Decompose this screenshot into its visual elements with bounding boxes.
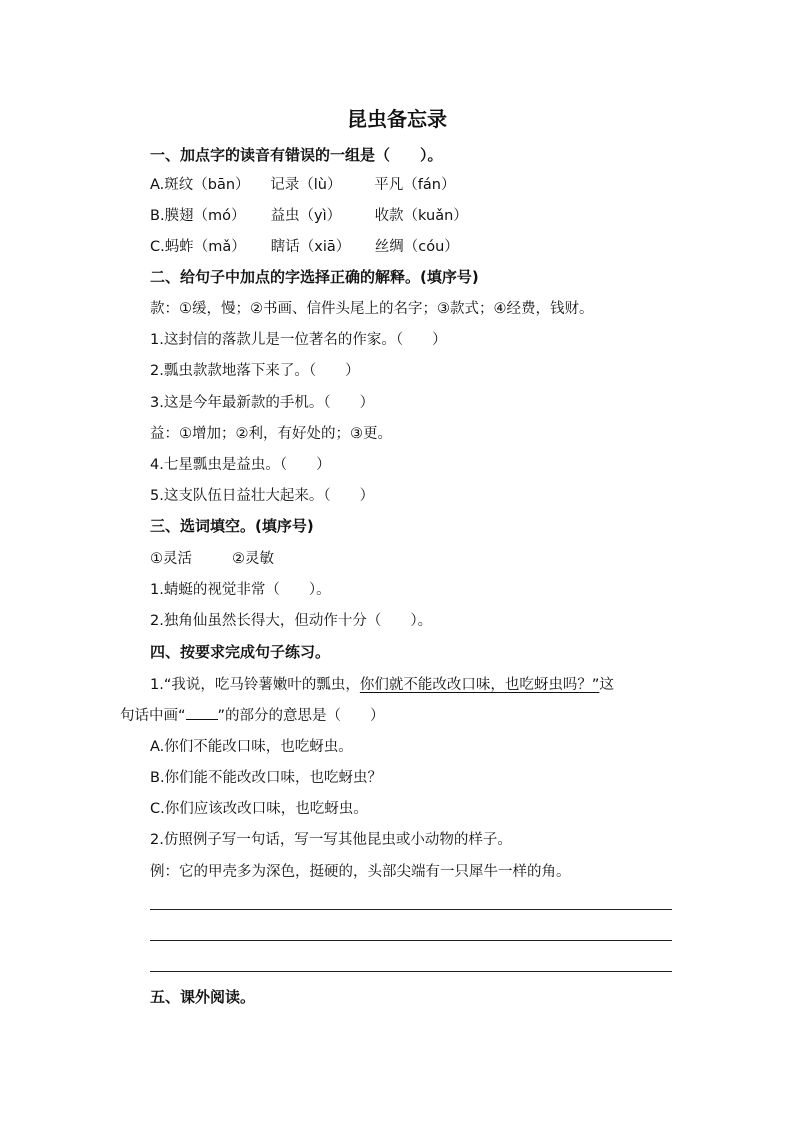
choice-1: ①灵活	[150, 551, 192, 567]
q3-choices	[150, 548, 274, 570]
q2-item-1: 1.这封信的落款儿是一位著名的作家。（ ）	[150, 332, 447, 348]
q2-item-3: 3.这是今年最新款的手机。（ ）	[150, 395, 375, 411]
q4-line2-prefix: 句话中画“	[120, 708, 186, 724]
option-word: 记录（lù）	[270, 177, 342, 193]
page-title: 昆虫备忘录	[347, 107, 447, 131]
q2-item-4: 4.七星瓢虫是益虫。（ ）	[150, 457, 331, 473]
answer-line-2[interactable]	[150, 940, 672, 941]
q4-item-1-continued	[120, 705, 385, 727]
q4-underlined-phrase: 你们就不能改改口味，也吃蚜虫吗？”	[359, 677, 600, 693]
q4-example: 例：它的甲壳多为深色，挺硬的，头部尖端有一只犀牛一样的角。	[150, 864, 571, 880]
option-word: 益虫（yì）	[270, 208, 342, 224]
option-label: C.	[150, 239, 165, 255]
section-3-heading: 三、选词填空。(填序号)	[150, 517, 314, 535]
option-word: 蚂蚱（mǎ）	[164, 239, 246, 255]
q4-item-2: 2.仿照例子写一句话，写一写其他昆虫或小动物的样子。	[150, 832, 512, 848]
q4-option-b: B.你们能不能改改口味，也吃蚜虫？	[150, 770, 383, 786]
q1-option-c	[150, 236, 459, 258]
q4-option-a: A.你们不能改口味，也吃蚜虫。	[150, 739, 353, 755]
option-word: 膜翅（mó）	[164, 208, 246, 224]
underline-mark	[186, 705, 218, 720]
option-word: 收款（kuǎn）	[374, 208, 468, 224]
option-label: A.	[150, 177, 165, 193]
option-word: 瞎话（xiā）	[270, 239, 351, 255]
q4-option-c: C.你们应该改改口味，也吃蚜虫。	[150, 801, 368, 817]
q4-line2-suffix: ”的部分的意思是（ ）	[217, 708, 385, 724]
answer-line-1[interactable]	[150, 909, 672, 910]
q2-item-2: 2.瓢虫款款地落下来了。（ ）	[150, 363, 360, 379]
q4-item-1-prefix: 1.“我说，吃马铃薯嫩叶的瓢虫，	[150, 677, 360, 693]
option-word: 平凡（fán）	[374, 177, 456, 193]
q4-item-1	[150, 674, 614, 696]
option-label: B.	[150, 208, 165, 224]
q3-item-2: 2.独角仙虽然长得大，但动作十分（ ）。	[150, 613, 433, 629]
section-2-heading: 二、给句子中加点的字选择正确的解释。(填序号)	[150, 268, 479, 286]
answer-line-3[interactable]	[150, 971, 672, 972]
definition-yi: 益：①增加；②利，有好处的；③更。	[150, 426, 392, 442]
choice-2: ②灵敏	[232, 551, 274, 567]
section-5-heading: 五、课外阅读。	[150, 988, 256, 1006]
q2-item-5: 5.这支队伍日益壮大起来。（ ）	[150, 488, 375, 504]
q1-option-b	[150, 205, 468, 227]
q4-item-1-suffix: 这	[599, 677, 614, 693]
section-4-heading: 四、按要求完成句子练习。	[150, 643, 331, 661]
option-word: 丝绸（cóu）	[374, 239, 459, 255]
definition-kuan: 款：①缓，慢；②书画、信件头尾上的名字；③款式；④经费，钱财。	[150, 301, 594, 317]
q1-option-a	[150, 174, 455, 196]
option-word: 斑纹（bān）	[164, 177, 250, 193]
section-1-heading: 一、加点字的读音有错误的一组是（ ）。	[150, 146, 443, 164]
q3-item-1: 1.蜻蜓的视觉非常（ ）。	[150, 582, 331, 598]
